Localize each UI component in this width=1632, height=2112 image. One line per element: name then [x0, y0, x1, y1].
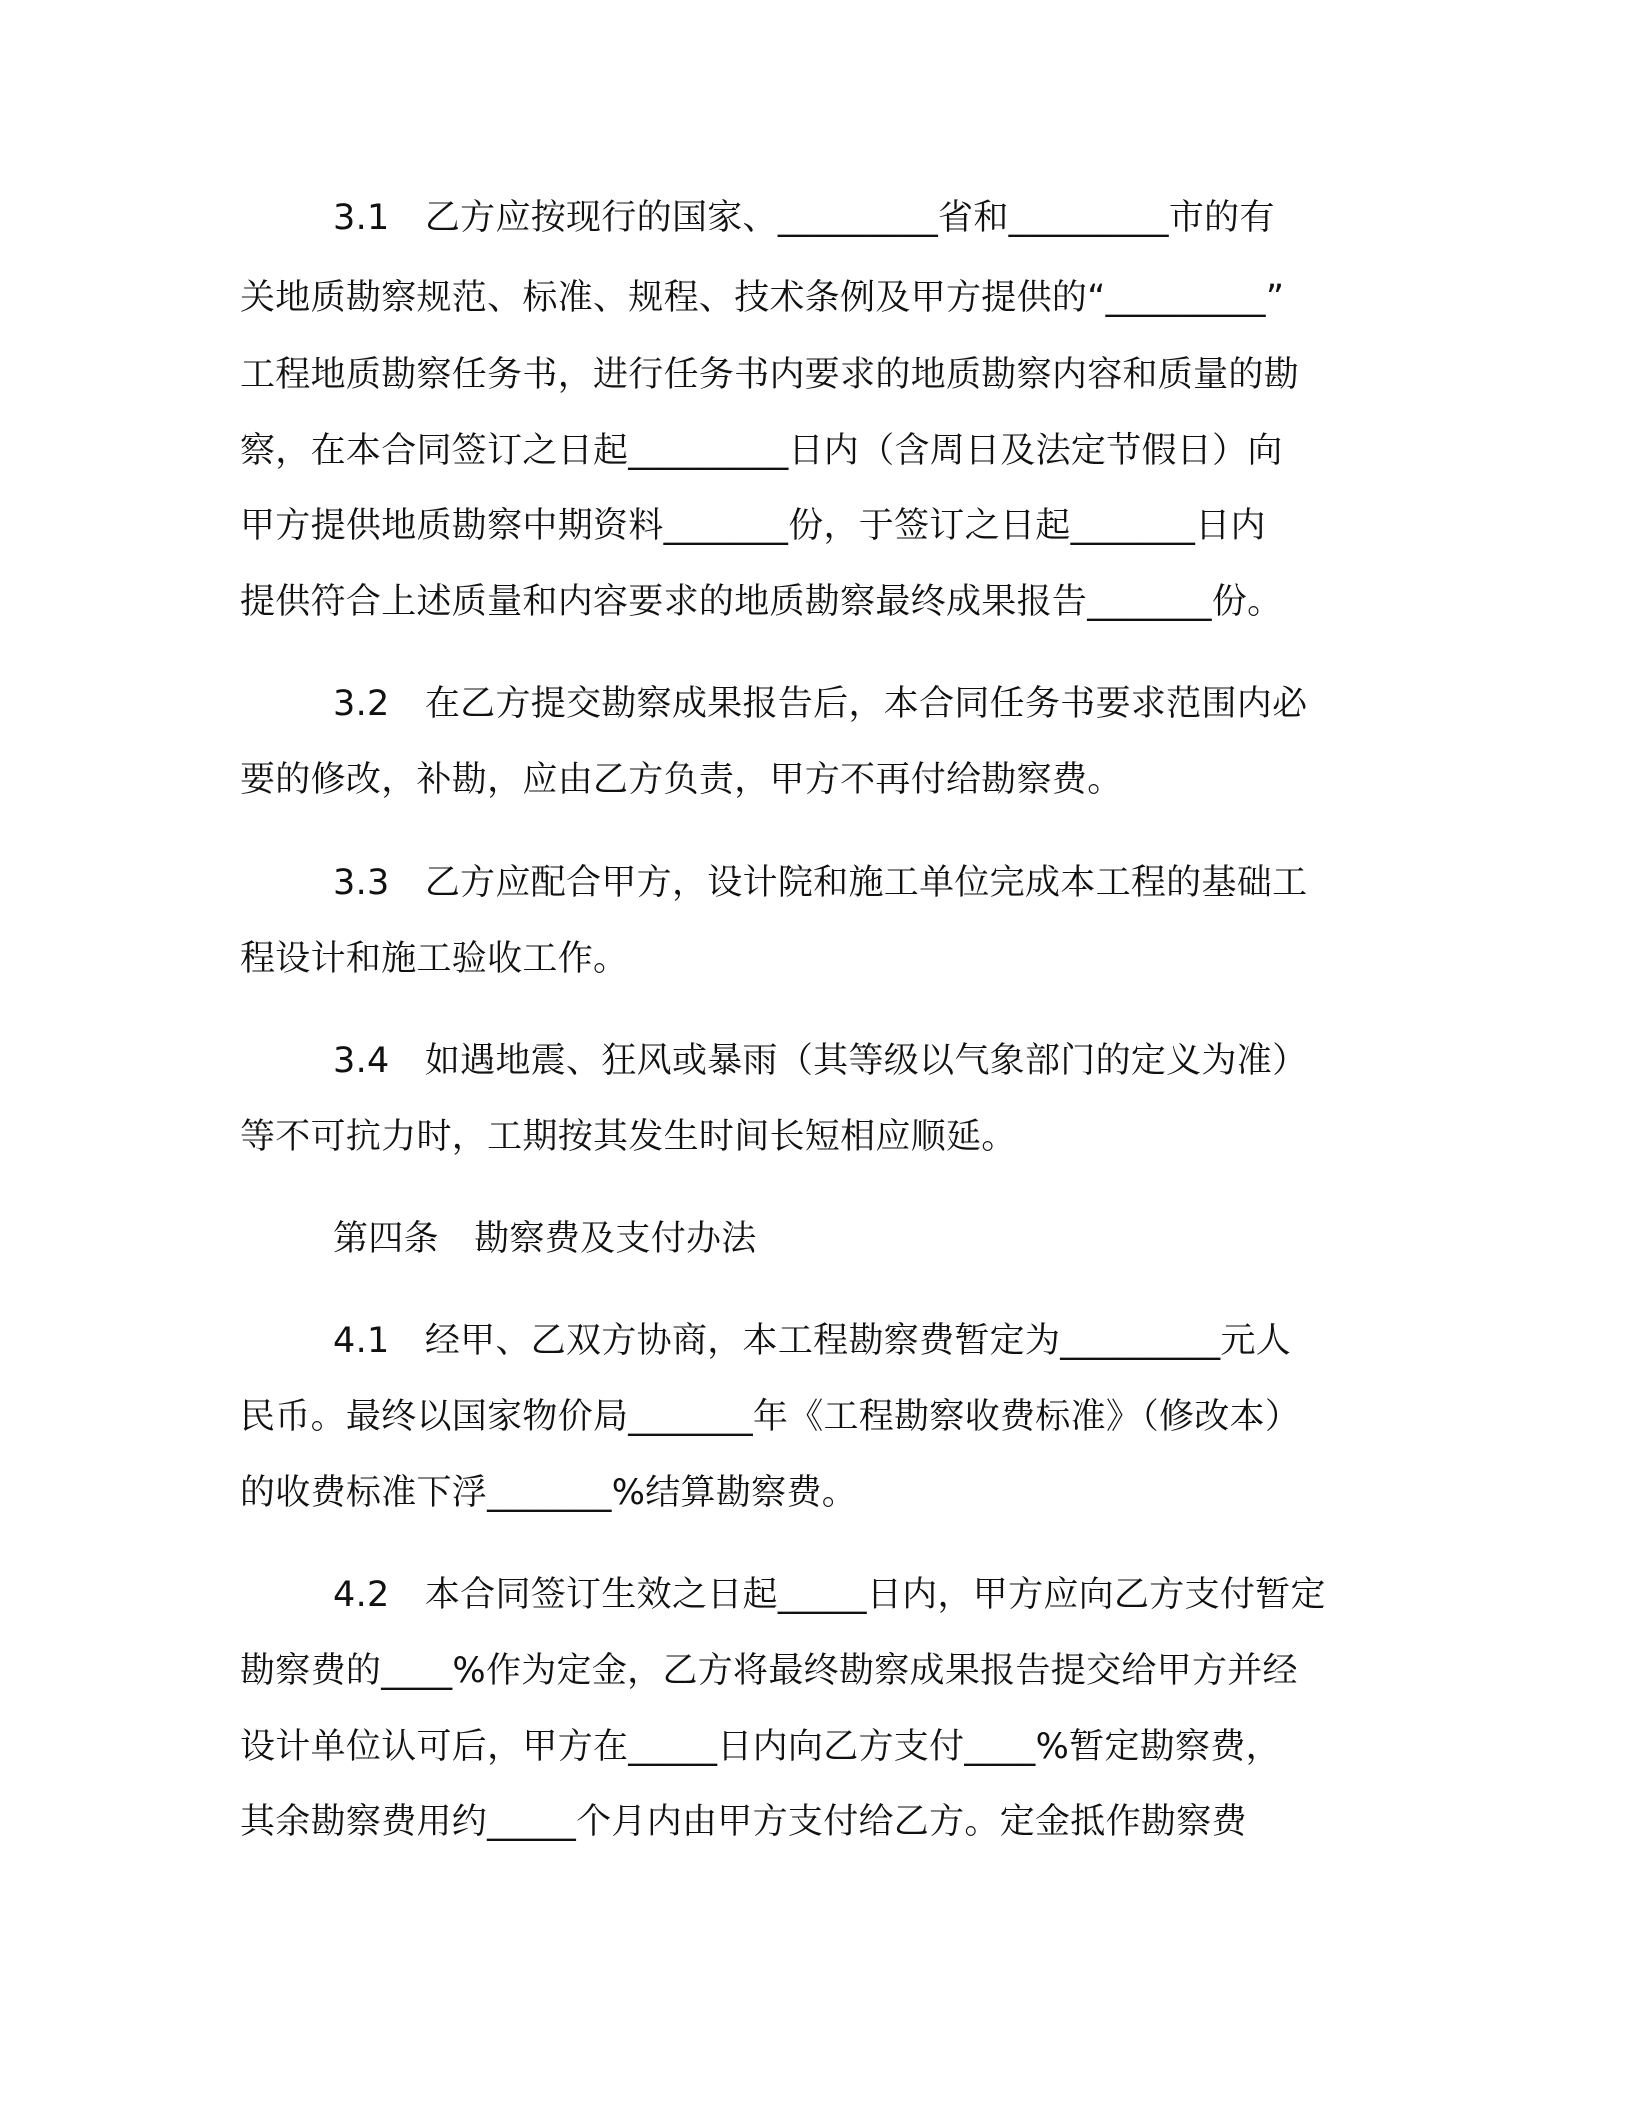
clause-3-2-line-2: 要的修改，补勘，应由乙方负责，甲方不再付给勘察费。 — [240, 760, 1123, 800]
clause-3-1-line-3: 工程地质勘察任务书，进行任务书内要求的地质勘察内容和质量的勘 — [240, 355, 1300, 395]
clause-3-2-line-1: 3.2 在乙方提交勘察成果报告后，本合同任务书要求范围内必 — [333, 684, 1308, 724]
clause-4-2-line-4: 其余勘察费用约_____个月内由甲方支付给乙方。定金抵作勘察费 — [240, 1802, 1247, 1842]
clause-4-1-line-2: 民币。最终以国家物价局_______年《工程勘察收费标准》（修改本） — [240, 1397, 1301, 1437]
clause-3-3-line-1: 3.3 乙方应配合甲方，设计院和施工单位完成本工程的基础工 — [333, 863, 1308, 903]
clause-4-2-line-3: 设计单位认可后，甲方在_____日内向乙方支付____%暂定勘察费， — [240, 1727, 1281, 1767]
clause-3-1-line-6: 提供符合上述质量和内容要求的地质勘察最终成果报告_______份。 — [240, 582, 1283, 622]
clause-4-1-line-1: 4.1 经甲、乙双方协商，本工程勘察费暂定为_________元人 — [333, 1321, 1292, 1361]
clause-3-4-line-2: 等不可抗力时，工期按其发生时间长短相应顺延。 — [240, 1117, 1017, 1157]
clause-4-2-line-1: 4.2 本合同签订生效之日起_____日内，甲方应向乙方支付暂定 — [333, 1575, 1326, 1615]
clause-3-1-line-5: 甲方提供地质勘察中期资料_______份，于签订之日起_______日内 — [240, 506, 1266, 546]
clause-3-1-line-1: 3.1 乙方应按现行的国家、_________省和_________市的有 — [333, 198, 1275, 238]
clause-3-1-line-4: 察，在本合同签订之日起_________日内（含周日及法定节假日）向 — [240, 431, 1283, 471]
clause-3-3-line-2: 程设计和施工验收工作。 — [240, 939, 629, 979]
clause-4-1-line-3: 的收费标准下浮_______%结算勘察费。 — [240, 1473, 858, 1513]
clause-3-4-line-1: 3.4 如遇地震、狂风或暴雨（其等级以气象部门的定义为准） — [333, 1041, 1308, 1081]
clause-4-2-line-2: 勘察费的____%作为定金，乙方将最终勘察成果报告提交给甲方并经 — [240, 1651, 1298, 1691]
article-4-heading: 第四条 勘察费及支付办法 — [333, 1219, 757, 1259]
clause-3-1-line-2: 关地质勘察规范、标准、规程、技术条例及甲方提供的“_________” — [240, 278, 1285, 318]
